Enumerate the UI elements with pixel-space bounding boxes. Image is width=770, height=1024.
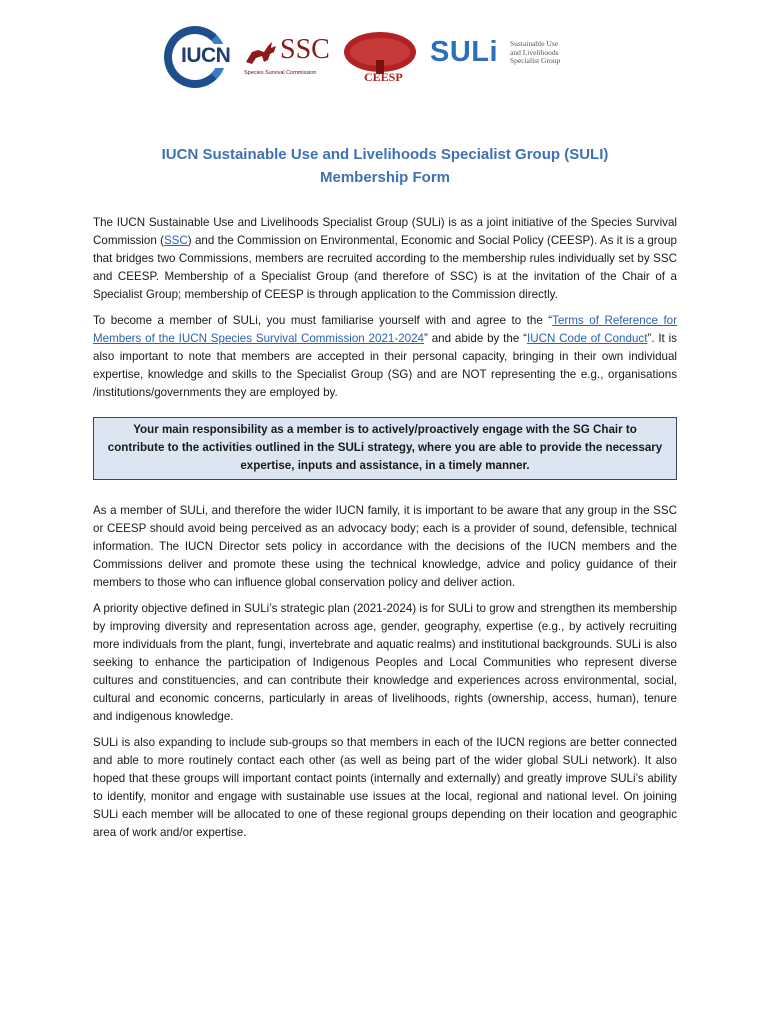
logo-banner [162,22,582,100]
iucn-logo [164,26,242,88]
page-title [0,143,770,189]
iucn-logo-text: IUCN [181,44,231,67]
suli-subtitle-line: and Livelihoods [510,47,559,57]
suli-logo-subtitle [510,40,560,66]
ceesp-logo [340,30,420,96]
intro-paragraph: The IUCN Sustainable Use and Livelihoods Specialist Group (SULi) is as a joint initiative of the Species Survival Commission (SSC) and the Commission on Environmental, Economic and Social Policy (CEESP). As it is a group that bridges two Commissions, members are recruited according to the membership rules individually set by SSC and CEESP. Membership of a Specialist Group (and therefore of SSC) is at the invitation of the Chair of a Specialist Group; membership of CEESP is through application to the Commission directly. [93,216,677,301]
antelope-icon [244,40,280,66]
suli-logo [430,36,580,86]
terms-of-reference-link[interactable]: Terms of Reference for Members of the IUCN Species Survival Commission 2021-2024 [93,314,677,345]
sub-groups-paragraph: SULi is also expanding to include sub-groups so that members in each of the IUCN regions are better connected and able to more routinely contact each other (as well as being part of the wider global SULi network). It also hoped that these groups will important contact points (internally and externally) and greatly improve SULi’s ability to identify, monitor and engage with sustainable use issues at the local, regional and national level. On joining SULi each member will be allocated to one of these regional groups depending on their location and geographic area of work and/or expertise. [93,736,677,839]
tree-icon [340,30,420,96]
suli-subtitle-line: Sustainable Use [510,39,559,48]
ssc-logo-text: SSC [280,34,330,65]
advocacy-paragraph: As a member of SULi, and therefore the wider IUCN family, it is important to be aware that any group in the SSC or CEESP should avoid being perceived as an advocacy body; each is a provider of sound, defensible, technical information. The IUCN Director sets policy in accordance with the decisions of the IUCN members and the Commissions deliver and promote these using the technical knowledge, advice and policy guidance of their members to those who can influence global conservation policy and deliver action. [93,504,677,589]
ssc-logo [244,34,344,82]
suli-subtitle-line: Specialist Group [510,56,561,66]
document-body [93,214,677,850]
responsibility-callout: Your main responsibility as a member is to actively/proactively engage with the SG Chair to contribute to the activities outlined in the SULi strategy, where you are able to provide the necessary expertise, inputs and assistance, in a timely manner. [93,417,677,480]
suli-logo-text: SULi [430,36,499,68]
ssc-logo-subtitle: Species Survival Commission [244,70,317,76]
title-line-1: IUCN Sustainable Use and Livelihoods Specialist Group (SULI) [161,146,609,163]
code-of-conduct-link[interactable]: IUCN Code of Conduct [527,332,648,345]
membership-paragraph: To become a member of SULi, you must familiarise yourself with and agree to the “Terms of Reference for Members of the IUCN Species Survival Commission 2021-2024” and abide by the “IUCN Code of Conduct”. It is also important to note that members are accepted in their personal capacity, bringing in their own individual expertise, knowledge and skills to the Specialist Group (SG) and are NOT representing the e.g., organisations /institutions/governments they are employed by. [93,314,677,399]
ceesp-logo-text: CEESP [364,70,403,84]
title-line-2: Membership Form [319,169,451,186]
priority-objective-paragraph: A priority objective defined in SULi’s strategic plan (2021-2024) is for SULi to grow and strengthen its membership by improving diversity and representation across age, gender, geography, expertise (e.g., by actively recruiting more individuals from the plant, fungi, invertebrate and aquatic realms) and institutional backgrounds. SULi is also seeking to enhance the participation of Indigenous Peoples and Local Communities who represent diverse cultures and constituencies, and can contribute their knowledge and experiences across environmental, social, cultural and economic concerns, particularly in areas of livelihoods, rights (ownership, access, human), tenure and indigenous knowledge. [93,602,677,723]
ssc-link[interactable]: SSC [163,234,188,247]
